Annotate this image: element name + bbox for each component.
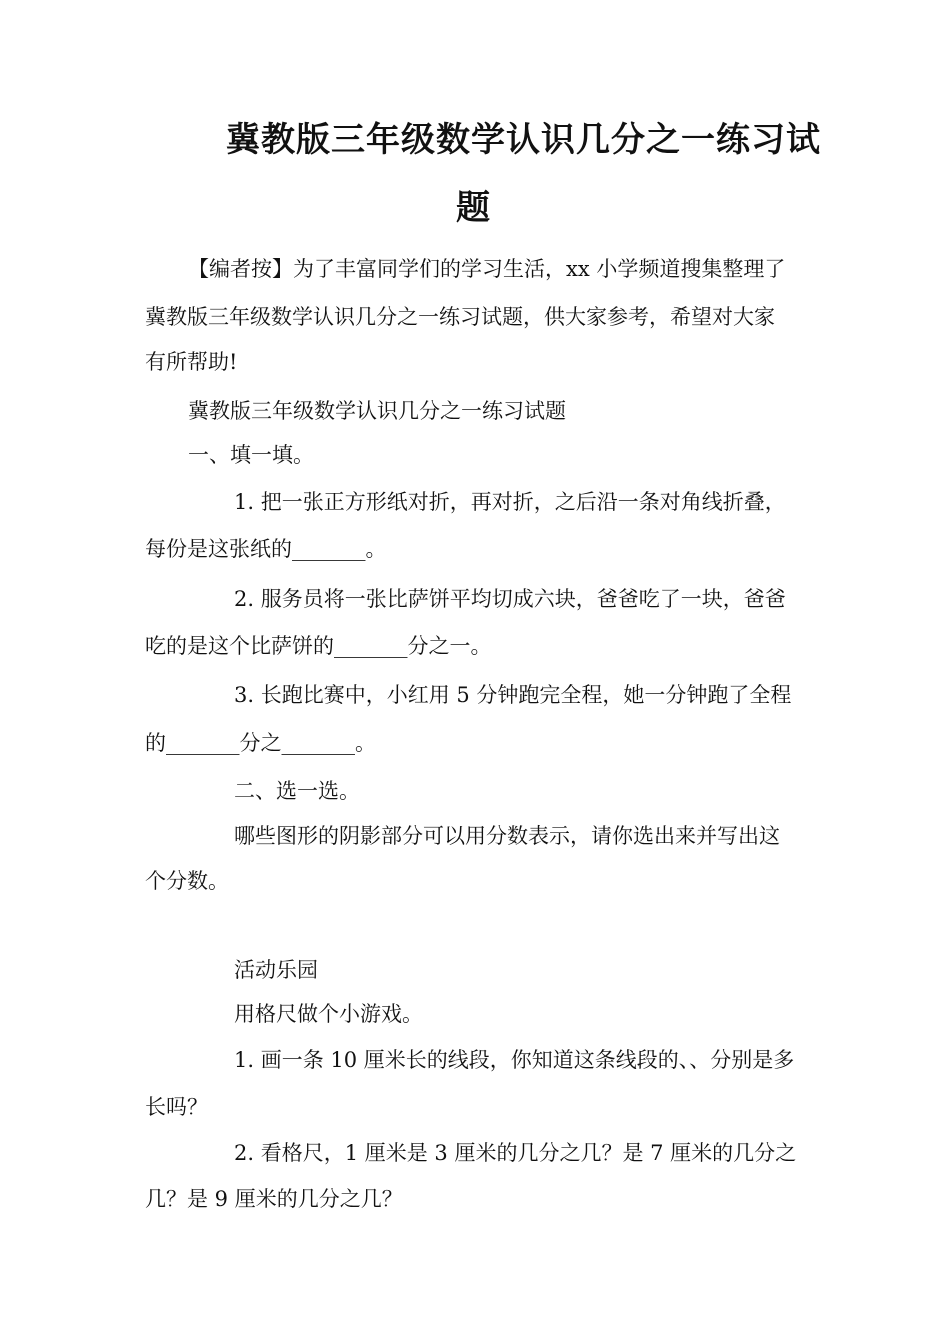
section-2-text-line-2: 个分数。: [145, 869, 229, 893]
activity-question-2-line-2: 几？是 9 厘米的几分之几？: [145, 1187, 403, 1211]
intro-line-3: 有所帮助!: [145, 350, 238, 374]
activity-question-1-line-1: 1. 画一条 10 厘米长的线段，你知道这条线段的、、分别是多: [234, 1048, 795, 1072]
activity-question-1-line-2: 长吗？: [145, 1095, 208, 1119]
question-3-line-1: 3. 长跑比赛中，小红用 5 分钟跑完全程，她一分钟跑了全程: [234, 683, 792, 707]
question-3-line-2: 的_______分之_______。: [145, 731, 376, 755]
section-2-heading: 二、选一选。: [234, 779, 360, 803]
intro-line-1: 【编者按】为了丰富同学们的学习生活，xx 小学频道搜集整理了: [188, 257, 786, 281]
intro-line-2: 冀教版三年级数学认识几分之一练习试题，供大家参考，希望对大家: [145, 305, 775, 329]
activity-intro: 用格尺做个小游戏。: [234, 1002, 423, 1026]
document-title-line-2: 题: [456, 188, 491, 228]
question-2-line-1: 2. 服务员将一张比萨饼平均切成六块，爸爸吃了一块，爸爸: [234, 587, 786, 611]
question-1-line-1: 1. 把一张正方形纸对折，再对折，之后沿一条对角线折叠，: [234, 490, 786, 514]
activity-question-2-line-1: 2. 看格尺，1 厘米是 3 厘米的几分之几？是 7 厘米的几分之: [234, 1141, 797, 1165]
document-title-line-1: 冀教版三年级数学认识几分之一练习试: [226, 120, 821, 160]
activity-heading: 活动乐园: [234, 958, 318, 982]
subtitle: 冀教版三年级数学认识几分之一练习试题: [188, 399, 566, 423]
section-2-text-line-1: 哪些图形的阴影部分可以用分数表示，请你选出来并写出这: [234, 824, 780, 848]
section-1-heading: 一、填一填。: [188, 443, 314, 467]
question-1-line-2: 每份是这张纸的_______。: [145, 537, 387, 561]
question-2-line-2: 吃的是这个比萨饼的_______分之一。: [145, 634, 492, 658]
